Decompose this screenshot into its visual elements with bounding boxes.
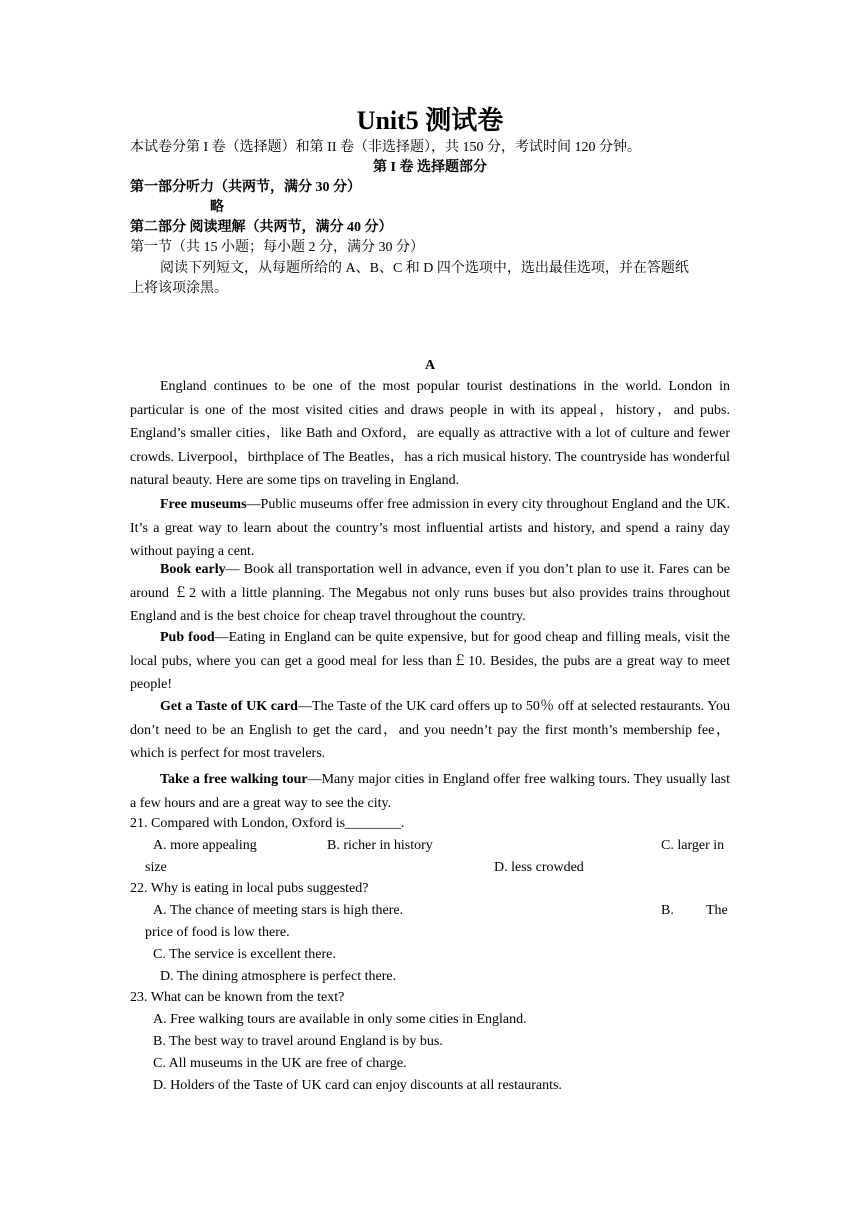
instructions-line2: 上将该项涂黑。: [130, 281, 228, 296]
tip-body: —The Taste of the UK card offers up to 50％ off at selected restaurants. You don’t need to be an English to get the card，and you needn’t pay the first month’s membership fee，which is perfect for most travelers.: [130, 699, 730, 761]
part1-title: 第一部分听力（共两节，满分 30 分）: [130, 180, 361, 195]
tip-heading: Pub food: [160, 630, 215, 645]
tip-body: —Public museums offer free admission in every city throughout England and the UK. It’s a great way to learn about the country’s most influential artists and history, and spend a rainy day without paying a cent.: [130, 497, 730, 559]
passage-label: A: [424, 358, 436, 373]
tip-paragraph: [130, 768, 730, 815]
answer-option-continuation: The: [706, 903, 728, 918]
tip-paragraph: [130, 695, 730, 766]
answer-option[interactable]: C. larger in: [661, 838, 725, 853]
exam-intro: 本试卷分第 I 卷（选择题）和第 II 卷（非选择题），共 150 分，考试时间 120 分钟。: [130, 140, 641, 155]
answer-option[interactable]: C. The service is excellent there.: [153, 947, 336, 962]
tip-heading: Free museums: [160, 497, 247, 512]
instructions-line1: 阅读下列短文，从每题所给的 A、B、C 和 D 四个选项中，选出最佳选项，并在答题纸: [160, 261, 689, 276]
answer-option[interactable]: D. less crowded: [494, 860, 584, 875]
answer-option[interactable]: A. more appealing: [153, 838, 257, 853]
passage-intro-paragraph: England continues to be one of the most popular tourist destinations in the world. London in particular is one of the most visited cities and draws people in with its appeal，history，and pubs. England’s smaller cities，like Bath and Oxford，are equally as attractive with a lot of culture and fewer crowds. Liverpool，birthplace of The Beatles，has a rich musical history. The countryside has wonderful natural beauty. Here are some tips on traveling in England.: [130, 379, 730, 488]
question-stem: 23. What can be known from the text?: [130, 990, 345, 1005]
tip-body: — Book all transportation well in advance, even if you don’t plan to use it. Fares can be around ￡2 with a little planning. The Megabus not only runs buses but also provides trains throughout England and is the best choice for cheap travel throughout the country.: [130, 562, 730, 624]
volume-title: 第 I 卷 选择题部分: [373, 160, 487, 175]
page-title: Unit5 测试卷: [356, 106, 504, 135]
part1-note: 略: [210, 200, 224, 215]
section1-title: 第一节（共 15 小题；每小题 2 分，满分 30 分）: [130, 240, 424, 255]
tip-body: —Eating in England can be quite expensive, but for good cheap and filling meals, visit the local pubs, where you can get a good meal for less than￡10. Besides, the pubs are a great way to meet people!: [130, 630, 730, 692]
part2-title: 第二部分 阅读理解（共两节，满分 40 分）: [130, 220, 393, 235]
answer-option[interactable]: A. Free walking tours are available in only some cities in England.: [153, 1012, 527, 1027]
answer-option[interactable]: B. richer in history: [327, 838, 433, 853]
answer-option[interactable]: C. All museums in the UK are free of charge.: [153, 1056, 407, 1071]
question-stem: 22. Why is eating in local pubs suggested?: [130, 881, 369, 896]
answer-option[interactable]: A. The chance of meeting stars is high there.: [153, 903, 404, 918]
question-stem: 21. Compared with London, Oxford is________.: [130, 816, 405, 831]
answer-option-continuation: price of food is low there.: [145, 925, 290, 940]
answer-option[interactable]: B. The best way to travel around England is by bus.: [153, 1034, 443, 1049]
tip-heading: Book early: [160, 562, 226, 577]
tip-heading: Get a Taste of UK card: [160, 699, 298, 714]
answer-option[interactable]: B.: [661, 903, 674, 918]
answer-option-continuation: size: [145, 860, 167, 875]
tip-heading: Take a free walking tour: [160, 772, 308, 787]
answer-option[interactable]: D. Holders of the Taste of UK card can enjoy discounts at all restaurants.: [153, 1078, 562, 1093]
tip-paragraph: [130, 626, 730, 697]
tip-paragraph: [130, 493, 730, 564]
tip-body: —Many major cities in England offer free walking tours. They usually last a few hours and are a great way to see the city.: [130, 772, 730, 811]
tip-paragraph: [130, 558, 730, 629]
answer-option[interactable]: D. The dining atmosphere is perfect there.: [160, 969, 397, 984]
